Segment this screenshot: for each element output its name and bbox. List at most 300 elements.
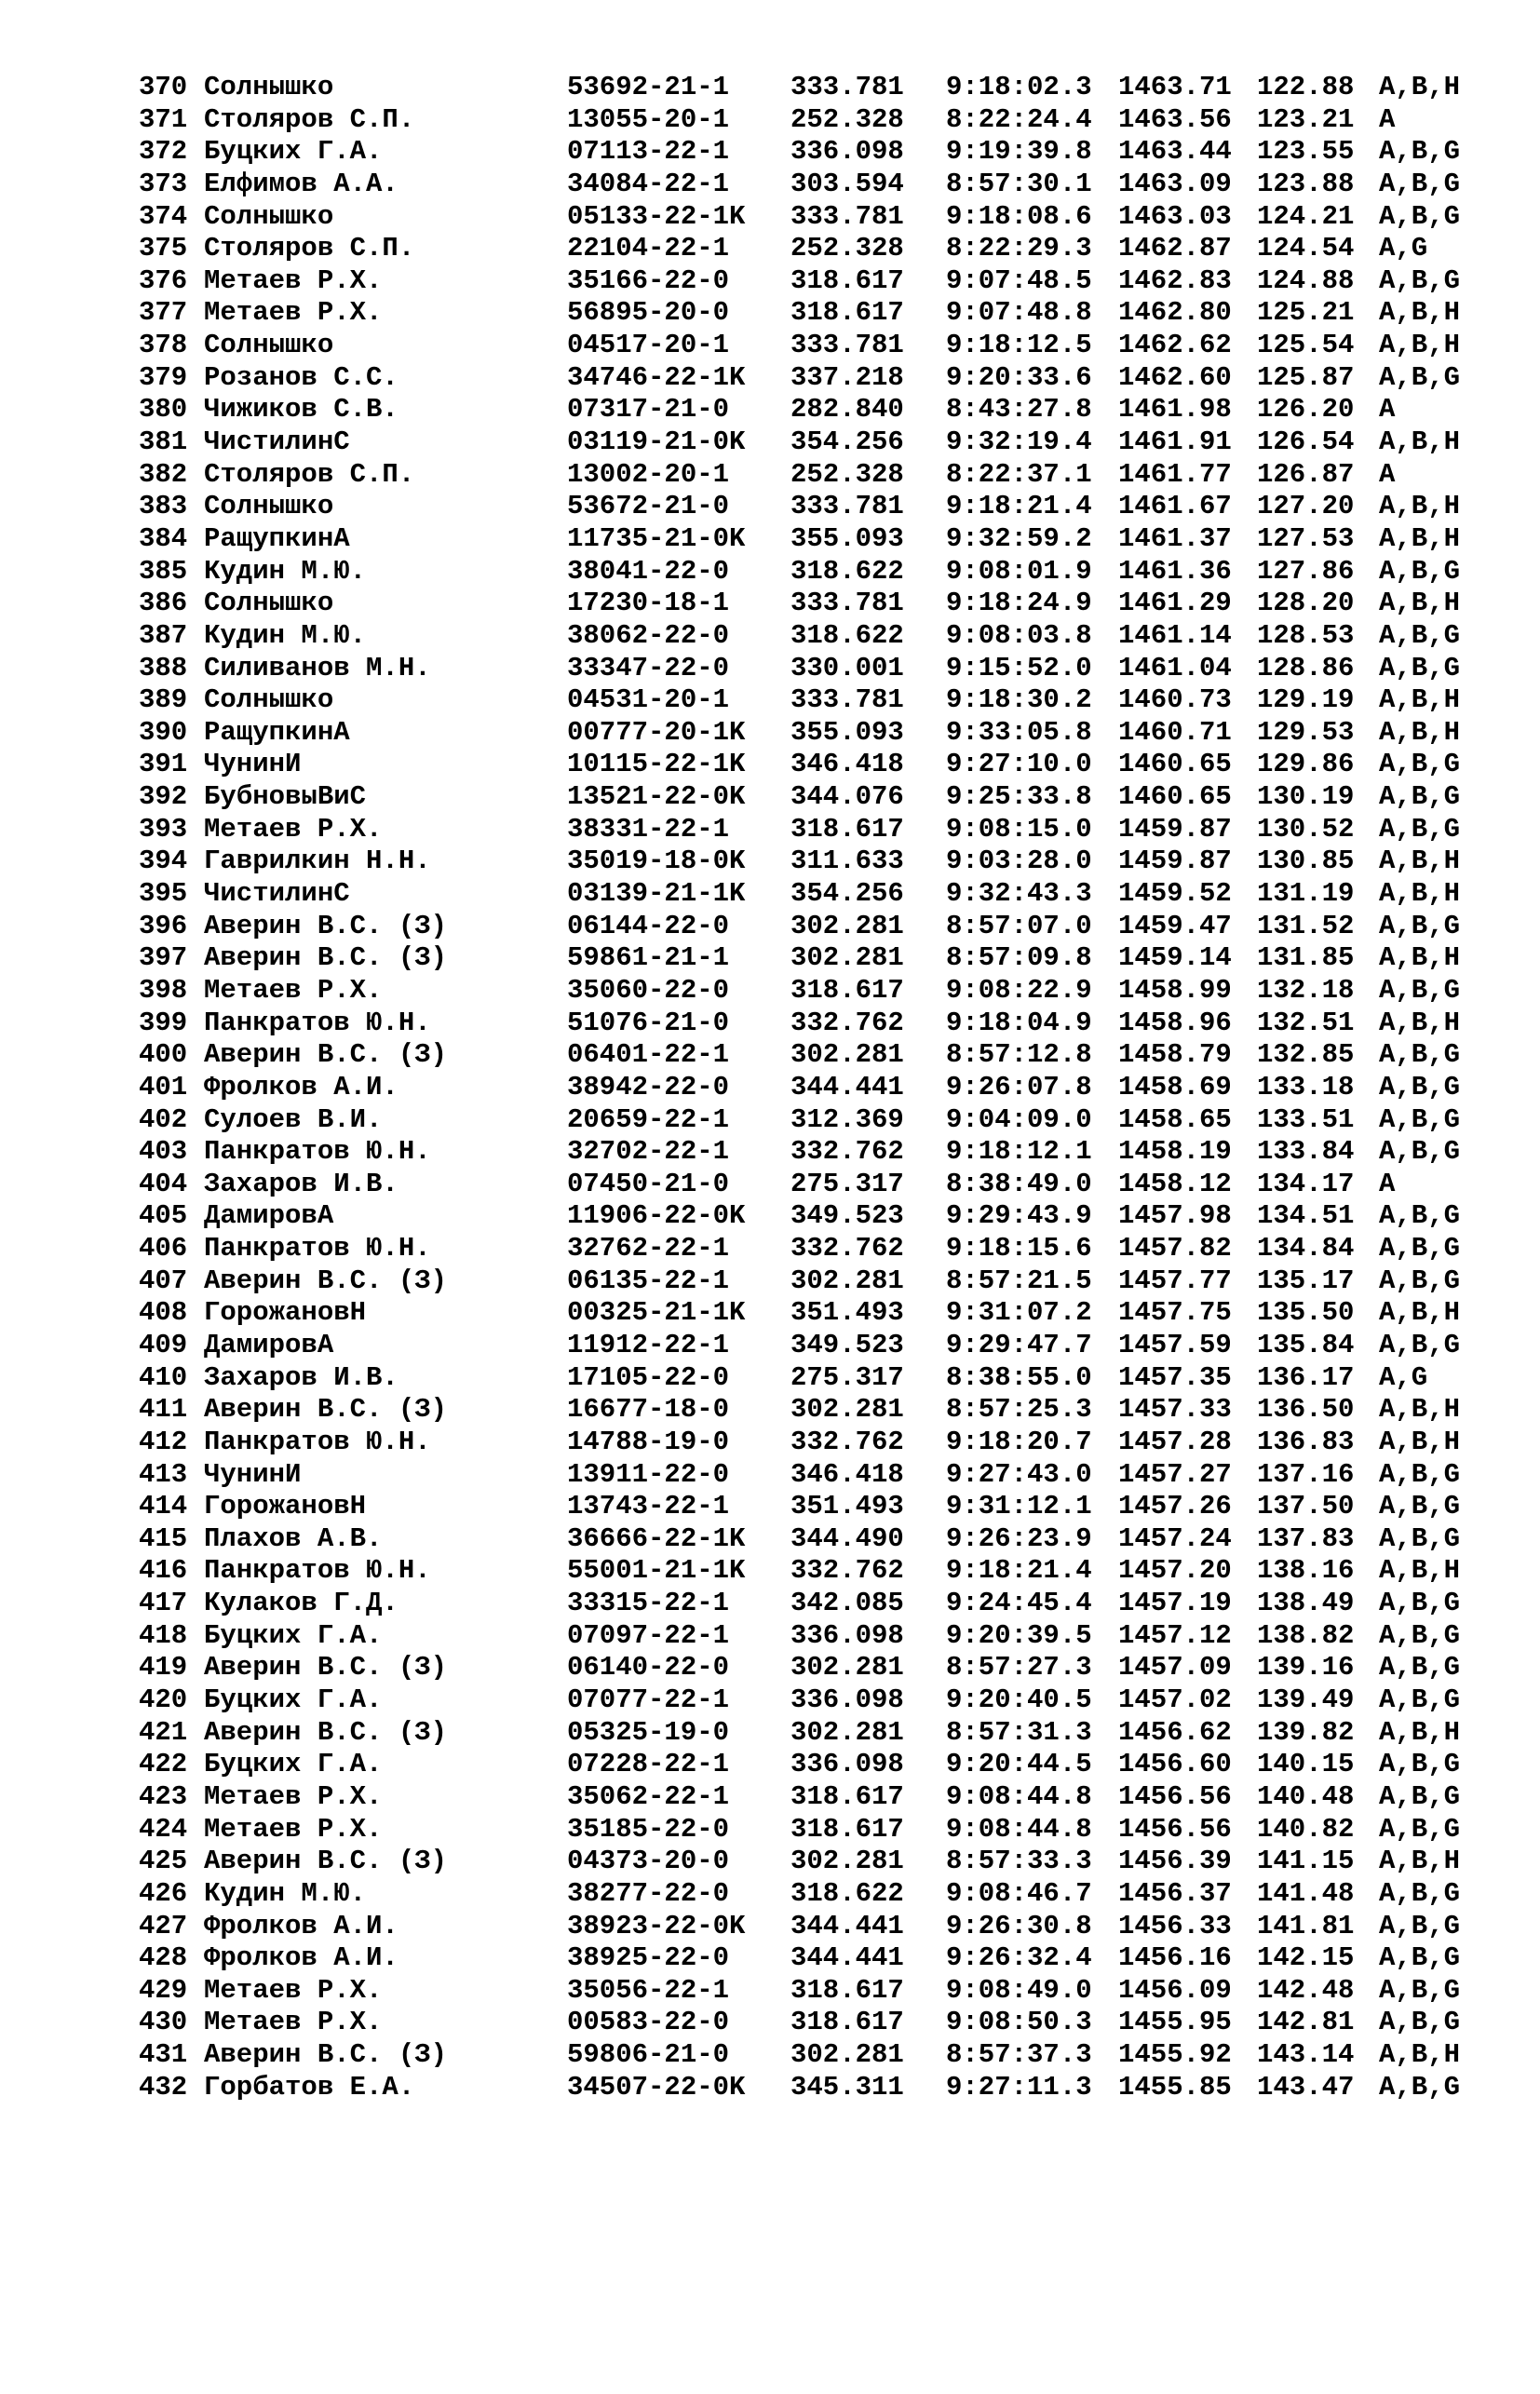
ring-number-cell: 35060-22-0 — [567, 974, 730, 1006]
arrival-time-cell: 8:57:27.3 — [946, 1652, 1092, 1684]
result-row — [139, 2039, 1479, 2072]
coefficient-cell: 126.54 — [1257, 426, 1355, 458]
distance-cell: 344.441 — [790, 1071, 904, 1102]
result-row — [139, 1878, 1479, 1911]
fancier-name-cell: Плахов А.В. — [204, 1522, 383, 1554]
place-cell: 412 — [139, 1426, 188, 1457]
ring-number-cell: 35056-22-1 — [567, 1974, 730, 2006]
result-row — [139, 814, 1479, 846]
category-cell: A,B,H — [1379, 1394, 1461, 1426]
coefficient-cell: 138.16 — [1257, 1555, 1355, 1587]
category-cell: A — [1379, 1168, 1396, 1199]
coefficient-cell: 140.82 — [1257, 1813, 1355, 1845]
arrival-time-cell: 9:18:15.6 — [946, 1233, 1092, 1265]
fancier-name-cell: ЧистилинС — [204, 878, 350, 910]
fancier-name-cell: Фролков А.И. — [204, 1071, 399, 1102]
fancier-name-cell: Захаров И.В. — [204, 1361, 399, 1393]
distance-cell: 303.594 — [790, 168, 904, 199]
ring-number-cell: 33347-22-0 — [567, 652, 730, 683]
ring-number-cell: 13002-20-1 — [567, 458, 730, 490]
place-cell: 385 — [139, 555, 188, 587]
ring-number-cell: 53672-21-0 — [567, 491, 730, 522]
ring-number-cell: 06140-22-0 — [567, 1652, 730, 1684]
category-cell: A,B,G — [1379, 1652, 1461, 1684]
distance-cell: 330.001 — [790, 652, 904, 683]
result-row — [139, 975, 1479, 1008]
coefficient-cell: 136.17 — [1257, 1361, 1355, 1393]
coefficient-cell: 126.87 — [1257, 458, 1355, 490]
coefficient-cell: 127.53 — [1257, 522, 1355, 554]
speed-cell: 1461.37 — [1118, 522, 1232, 554]
speed-cell: 1457.12 — [1118, 1619, 1232, 1651]
category-cell: A,B,H — [1379, 878, 1461, 910]
result-row — [139, 878, 1479, 911]
ring-number-cell: 04373-20-0 — [567, 1846, 730, 1877]
place-cell: 402 — [139, 1103, 188, 1135]
arrival-time-cell: 9:20:39.5 — [946, 1619, 1092, 1651]
fancier-name-cell: Фролков А.И. — [204, 1942, 399, 1974]
fancier-name-cell: Фролков А.И. — [204, 1910, 399, 1941]
category-cell: A — [1379, 458, 1396, 490]
result-row — [139, 911, 1479, 943]
arrival-time-cell: 8:57:07.0 — [946, 910, 1092, 941]
fancier-name-cell: Аверин В.С. (З) — [204, 1652, 448, 1684]
coefficient-cell: 125.54 — [1257, 330, 1355, 361]
place-cell: 420 — [139, 1684, 188, 1716]
arrival-time-cell: 9:20:44.5 — [946, 1749, 1092, 1780]
category-cell: A,B,H — [1379, 522, 1461, 554]
speed-cell: 1463.56 — [1118, 103, 1232, 135]
distance-cell: 312.369 — [790, 1103, 904, 1135]
distance-cell: 302.281 — [790, 1265, 904, 1296]
arrival-time-cell: 8:57:33.3 — [946, 1846, 1092, 1877]
fancier-name-cell: Розанов С.С. — [204, 361, 399, 393]
category-cell: A,B,G — [1379, 813, 1461, 845]
distance-cell: 333.781 — [790, 72, 904, 102]
place-cell: 417 — [139, 1588, 188, 1619]
arrival-time-cell: 9:32:19.4 — [946, 426, 1092, 458]
result-row — [139, 1169, 1479, 1201]
fancier-name-cell: Панкратов Ю.Н. — [204, 1136, 431, 1168]
category-cell: A,B,G — [1379, 652, 1461, 683]
speed-cell: 1456.37 — [1118, 1877, 1232, 1909]
arrival-time-cell: 9:18:30.2 — [946, 684, 1092, 716]
result-row — [139, 1427, 1479, 1459]
ring-number-cell: 14788-19-0 — [567, 1426, 730, 1457]
category-cell: A,B,H — [1379, 72, 1461, 102]
fancier-name-cell: Аверин В.С. (З) — [204, 1846, 448, 1877]
arrival-time-cell: 9:27:43.0 — [946, 1458, 1092, 1490]
fancier-name-cell: Метаев Р.Х. — [204, 297, 383, 329]
place-cell: 388 — [139, 652, 188, 683]
result-row — [139, 1749, 1479, 1781]
fancier-name-cell: Захаров И.В. — [204, 1168, 399, 1199]
place-cell: 403 — [139, 1136, 188, 1168]
arrival-time-cell: 9:04:09.0 — [946, 1103, 1092, 1135]
category-cell: A,B,G — [1379, 1877, 1461, 1909]
arrival-time-cell: 9:25:33.8 — [946, 781, 1092, 813]
place-cell: 372 — [139, 136, 188, 168]
distance-cell: 333.781 — [790, 200, 904, 232]
result-row — [139, 1265, 1479, 1298]
speed-cell: 1460.65 — [1118, 749, 1232, 780]
result-row — [139, 942, 1479, 975]
arrival-time-cell: 9:18:12.5 — [946, 330, 1092, 361]
distance-cell: 332.762 — [790, 1233, 904, 1265]
coefficient-cell: 124.88 — [1257, 264, 1355, 296]
coefficient-cell: 133.51 — [1257, 1103, 1355, 1135]
coefficient-cell: 142.81 — [1257, 2007, 1355, 2038]
category-cell: A,B,H — [1379, 1846, 1461, 1877]
category-cell: A,G — [1379, 233, 1428, 264]
category-cell: A,B,G — [1379, 361, 1461, 393]
distance-cell: 302.281 — [790, 2039, 904, 2071]
arrival-time-cell: 9:18:24.9 — [946, 588, 1092, 619]
coefficient-cell: 124.21 — [1257, 200, 1355, 232]
arrival-time-cell: 8:57:25.3 — [946, 1394, 1092, 1426]
place-cell: 375 — [139, 233, 188, 264]
category-cell: A,B,G — [1379, 749, 1461, 780]
fancier-name-cell: Солнышко — [204, 491, 334, 522]
category-cell: A,B,G — [1379, 264, 1461, 296]
fancier-name-cell: Аверин В.С. (З) — [204, 2039, 448, 2071]
arrival-time-cell: 8:57:12.8 — [946, 1039, 1092, 1071]
ring-number-cell: 07097-22-1 — [567, 1619, 730, 1651]
result-row — [139, 265, 1479, 298]
coefficient-cell: 128.86 — [1257, 652, 1355, 683]
place-cell: 432 — [139, 2071, 188, 2103]
result-row — [139, 491, 1479, 523]
distance-cell: 302.281 — [790, 1716, 904, 1748]
ring-number-cell: 32762-22-1 — [567, 1233, 730, 1265]
place-cell: 396 — [139, 910, 188, 941]
distance-cell: 332.762 — [790, 1555, 904, 1587]
result-row — [139, 426, 1479, 459]
distance-cell: 332.762 — [790, 1007, 904, 1038]
arrival-time-cell: 8:22:29.3 — [946, 233, 1092, 264]
speed-cell: 1457.20 — [1118, 1555, 1232, 1587]
coefficient-cell: 137.83 — [1257, 1522, 1355, 1554]
fancier-name-cell: Метаев Р.Х. — [204, 813, 383, 845]
result-row — [139, 233, 1479, 265]
distance-cell: 333.781 — [790, 330, 904, 361]
ring-number-cell: 36666-22-1K — [567, 1522, 746, 1554]
category-cell: A,B,G — [1379, 1136, 1461, 1168]
speed-cell: 1460.71 — [1118, 716, 1232, 748]
distance-cell: 344.441 — [790, 1942, 904, 1974]
coefficient-cell: 125.87 — [1257, 361, 1355, 393]
distance-cell: 302.281 — [790, 1652, 904, 1684]
place-cell: 381 — [139, 426, 188, 458]
speed-cell: 1458.19 — [1118, 1136, 1232, 1168]
place-cell: 393 — [139, 813, 188, 845]
arrival-time-cell: 9:08:15.0 — [946, 813, 1092, 845]
category-cell: A,G — [1379, 1361, 1428, 1393]
category-cell: A,B,G — [1379, 136, 1461, 168]
ring-number-cell: 55001-21-1K — [567, 1555, 746, 1587]
result-row — [139, 845, 1479, 878]
ring-number-cell: 06401-22-1 — [567, 1039, 730, 1071]
place-cell: 392 — [139, 781, 188, 813]
fancier-name-cell: ЧунинИ — [204, 1458, 302, 1490]
place-cell: 382 — [139, 458, 188, 490]
place-cell: 405 — [139, 1200, 188, 1232]
distance-cell: 302.281 — [790, 1846, 904, 1877]
arrival-time-cell: 9:29:43.9 — [946, 1200, 1092, 1232]
category-cell: A,B,G — [1379, 1329, 1461, 1360]
fancier-name-cell: Аверин В.С. (З) — [204, 1039, 448, 1071]
place-cell: 387 — [139, 619, 188, 651]
speed-cell: 1457.75 — [1118, 1297, 1232, 1329]
speed-cell: 1457.26 — [1118, 1491, 1232, 1522]
ring-number-cell: 11735-21-0K — [567, 522, 746, 554]
distance-cell: 318.617 — [790, 974, 904, 1006]
arrival-time-cell: 9:18:08.6 — [946, 200, 1092, 232]
category-cell: A,B,H — [1379, 588, 1461, 619]
fancier-name-cell: Буцких Г.А. — [204, 1619, 383, 1651]
ring-number-cell: 05133-22-1K — [567, 200, 746, 232]
speed-cell: 1456.16 — [1118, 1942, 1232, 1974]
speed-cell: 1455.85 — [1118, 2071, 1232, 2103]
arrival-time-cell: 9:07:48.8 — [946, 297, 1092, 329]
result-row — [139, 1039, 1479, 1072]
category-cell: A — [1379, 103, 1396, 135]
coefficient-cell: 127.20 — [1257, 491, 1355, 522]
result-row — [139, 1555, 1479, 1588]
distance-cell: 345.311 — [790, 2071, 904, 2103]
speed-cell: 1456.09 — [1118, 1974, 1232, 2006]
arrival-time-cell: 8:57:37.3 — [946, 2039, 1092, 2071]
distance-cell: 355.093 — [790, 522, 904, 554]
distance-cell: 318.622 — [790, 555, 904, 587]
place-cell: 395 — [139, 878, 188, 910]
distance-cell: 336.098 — [790, 136, 904, 168]
fancier-name-cell: ДамировА — [204, 1200, 334, 1232]
coefficient-cell: 141.15 — [1257, 1846, 1355, 1877]
place-cell: 371 — [139, 103, 188, 135]
coefficient-cell: 138.49 — [1257, 1588, 1355, 1619]
place-cell: 406 — [139, 1233, 188, 1265]
coefficient-cell: 139.82 — [1257, 1716, 1355, 1748]
arrival-time-cell: 9:18:04.9 — [946, 1007, 1092, 1038]
result-row — [139, 459, 1479, 492]
result-row — [139, 1394, 1479, 1427]
result-row — [139, 1523, 1479, 1556]
distance-cell: 337.218 — [790, 361, 904, 393]
coefficient-cell: 135.17 — [1257, 1265, 1355, 1296]
result-row — [139, 330, 1479, 362]
result-row — [139, 136, 1479, 169]
coefficient-cell: 138.82 — [1257, 1619, 1355, 1651]
coefficient-cell: 130.85 — [1257, 845, 1355, 877]
fancier-name-cell: Кулаков Г.Д. — [204, 1588, 399, 1619]
ring-number-cell: 04531-20-1 — [567, 684, 730, 716]
category-cell: A,B,G — [1379, 1910, 1461, 1941]
arrival-time-cell: 9:18:12.1 — [946, 1136, 1092, 1168]
category-cell: A,B,G — [1379, 1974, 1461, 2006]
speed-cell: 1456.56 — [1118, 1813, 1232, 1845]
ring-number-cell: 56895-20-0 — [567, 297, 730, 329]
ring-number-cell: 11906-22-0K — [567, 1200, 746, 1232]
arrival-time-cell: 9:19:39.8 — [946, 136, 1092, 168]
category-cell: A,B,G — [1379, 1233, 1461, 1265]
place-cell: 430 — [139, 2007, 188, 2038]
result-row — [139, 1652, 1479, 1684]
category-cell: A,B,H — [1379, 491, 1461, 522]
distance-cell: 318.617 — [790, 297, 904, 329]
ring-number-cell: 00583-22-0 — [567, 2007, 730, 2038]
result-row — [139, 1781, 1479, 1814]
fancier-name-cell: Гаврилкин Н.Н. — [204, 845, 431, 877]
coefficient-cell: 130.19 — [1257, 781, 1355, 813]
speed-cell: 1457.28 — [1118, 1426, 1232, 1457]
distance-cell: 318.622 — [790, 619, 904, 651]
distance-cell: 311.633 — [790, 845, 904, 877]
ring-number-cell: 59806-21-0 — [567, 2039, 730, 2071]
result-row — [139, 620, 1479, 653]
ring-number-cell: 35019-18-0K — [567, 845, 746, 877]
place-cell: 411 — [139, 1394, 188, 1426]
place-cell: 378 — [139, 330, 188, 361]
arrival-time-cell: 9:18:21.4 — [946, 491, 1092, 522]
ring-number-cell: 38062-22-0 — [567, 619, 730, 651]
result-row — [139, 1072, 1479, 1104]
fancier-name-cell: Солнышко — [204, 330, 334, 361]
coefficient-cell: 131.52 — [1257, 910, 1355, 941]
speed-cell: 1456.60 — [1118, 1749, 1232, 1780]
place-cell: 423 — [139, 1780, 188, 1812]
place-cell: 427 — [139, 1910, 188, 1941]
fancier-name-cell: Метаев Р.Х. — [204, 1974, 383, 2006]
speed-cell: 1463.71 — [1118, 72, 1232, 102]
fancier-name-cell: ЧистилинС — [204, 426, 350, 458]
speed-cell: 1457.02 — [1118, 1684, 1232, 1716]
category-cell: A,B,H — [1379, 845, 1461, 877]
result-row — [139, 1717, 1479, 1750]
fancier-name-cell: Аверин В.С. (З) — [204, 910, 448, 941]
category-cell: A,B,G — [1379, 1588, 1461, 1619]
ring-number-cell: 38331-22-1 — [567, 813, 730, 845]
result-row — [139, 1233, 1479, 1265]
arrival-time-cell: 9:26:07.8 — [946, 1071, 1092, 1102]
speed-cell: 1457.24 — [1118, 1522, 1232, 1554]
fancier-name-cell: Буцких Г.А. — [204, 1684, 383, 1716]
fancier-name-cell: Аверин В.С. (З) — [204, 1265, 448, 1296]
result-row — [139, 362, 1479, 395]
fancier-name-cell: Аверин В.С. (З) — [204, 1716, 448, 1748]
speed-cell: 1457.27 — [1118, 1458, 1232, 1490]
distance-cell: 336.098 — [790, 1749, 904, 1780]
ring-number-cell: 22104-22-1 — [567, 233, 730, 264]
result-row — [139, 104, 1479, 137]
result-row — [139, 201, 1479, 234]
speed-cell: 1462.62 — [1118, 330, 1232, 361]
fancier-name-cell: РащупкинА — [204, 522, 350, 554]
coefficient-cell: 142.15 — [1257, 1942, 1355, 1974]
coefficient-cell: 143.47 — [1257, 2071, 1355, 2103]
category-cell: A,B,G — [1379, 1265, 1461, 1296]
fancier-name-cell: Столяров С.П. — [204, 103, 415, 135]
coefficient-cell: 133.18 — [1257, 1071, 1355, 1102]
arrival-time-cell: 9:26:30.8 — [946, 1910, 1092, 1941]
fancier-name-cell: Кудин М.Ю. — [204, 619, 367, 651]
arrival-time-cell: 9:33:05.8 — [946, 716, 1092, 748]
coefficient-cell: 135.50 — [1257, 1297, 1355, 1329]
place-cell: 391 — [139, 749, 188, 780]
speed-cell: 1461.91 — [1118, 426, 1232, 458]
category-cell: A,B,G — [1379, 1039, 1461, 1071]
fancier-name-cell: Метаев Р.Х. — [204, 1780, 383, 1812]
result-row — [139, 781, 1479, 814]
speed-cell: 1458.69 — [1118, 1071, 1232, 1102]
place-cell: 398 — [139, 974, 188, 1006]
speed-cell: 1456.39 — [1118, 1846, 1232, 1877]
distance-cell: 346.418 — [790, 1458, 904, 1490]
ring-number-cell: 20659-22-1 — [567, 1103, 730, 1135]
arrival-time-cell: 9:32:59.2 — [946, 522, 1092, 554]
speed-cell: 1459.47 — [1118, 910, 1232, 941]
ring-number-cell: 07450-21-0 — [567, 1168, 730, 1199]
speed-cell: 1459.87 — [1118, 813, 1232, 845]
distance-cell: 318.617 — [790, 1974, 904, 2006]
ring-number-cell: 04517-20-1 — [567, 330, 730, 361]
distance-cell: 351.493 — [790, 1491, 904, 1522]
category-cell: A,B,H — [1379, 1297, 1461, 1329]
speed-cell: 1455.92 — [1118, 2039, 1232, 2071]
speed-cell: 1455.95 — [1118, 2007, 1232, 2038]
results-table — [139, 72, 1479, 2103]
arrival-time-cell: 8:43:27.8 — [946, 394, 1092, 426]
ring-number-cell: 35166-22-0 — [567, 264, 730, 296]
place-cell: 404 — [139, 1168, 188, 1199]
category-cell: A,B,G — [1379, 1684, 1461, 1716]
category-cell: A,B,H — [1379, 1555, 1461, 1587]
speed-cell: 1462.83 — [1118, 264, 1232, 296]
distance-cell: 318.617 — [790, 813, 904, 845]
ring-number-cell: 00325-21-1K — [567, 1297, 746, 1329]
arrival-time-cell: 9:26:32.4 — [946, 1942, 1092, 1974]
arrival-time-cell: 8:57:30.1 — [946, 168, 1092, 199]
place-cell: 422 — [139, 1749, 188, 1780]
arrival-time-cell: 9:07:48.5 — [946, 264, 1092, 296]
place-cell: 416 — [139, 1555, 188, 1587]
result-row — [139, 684, 1479, 717]
speed-cell: 1456.56 — [1118, 1780, 1232, 1812]
category-cell: A,B,G — [1379, 1458, 1461, 1490]
place-cell: 414 — [139, 1491, 188, 1522]
coefficient-cell: 141.48 — [1257, 1877, 1355, 1909]
distance-cell: 252.328 — [790, 233, 904, 264]
speed-cell: 1461.67 — [1118, 491, 1232, 522]
place-cell: 384 — [139, 522, 188, 554]
fancier-name-cell: Силиванов М.Н. — [204, 652, 431, 683]
speed-cell: 1457.09 — [1118, 1652, 1232, 1684]
fancier-name-cell: Солнышко — [204, 684, 334, 716]
ring-number-cell: 38277-22-0 — [567, 1877, 730, 1909]
speed-cell: 1457.33 — [1118, 1394, 1232, 1426]
ring-number-cell: 06135-22-1 — [567, 1265, 730, 1296]
place-cell: 394 — [139, 845, 188, 877]
fancier-name-cell: Елфимов А.А. — [204, 168, 399, 199]
speed-cell: 1456.33 — [1118, 1910, 1232, 1941]
place-cell: 379 — [139, 361, 188, 393]
ring-number-cell: 10115-22-1K — [567, 749, 746, 780]
fancier-name-cell: ГорожановН — [204, 1491, 367, 1522]
place-cell: 370 — [139, 72, 188, 102]
speed-cell: 1458.96 — [1118, 1007, 1232, 1038]
ring-number-cell: 17230-18-1 — [567, 588, 730, 619]
distance-cell: 349.523 — [790, 1329, 904, 1360]
